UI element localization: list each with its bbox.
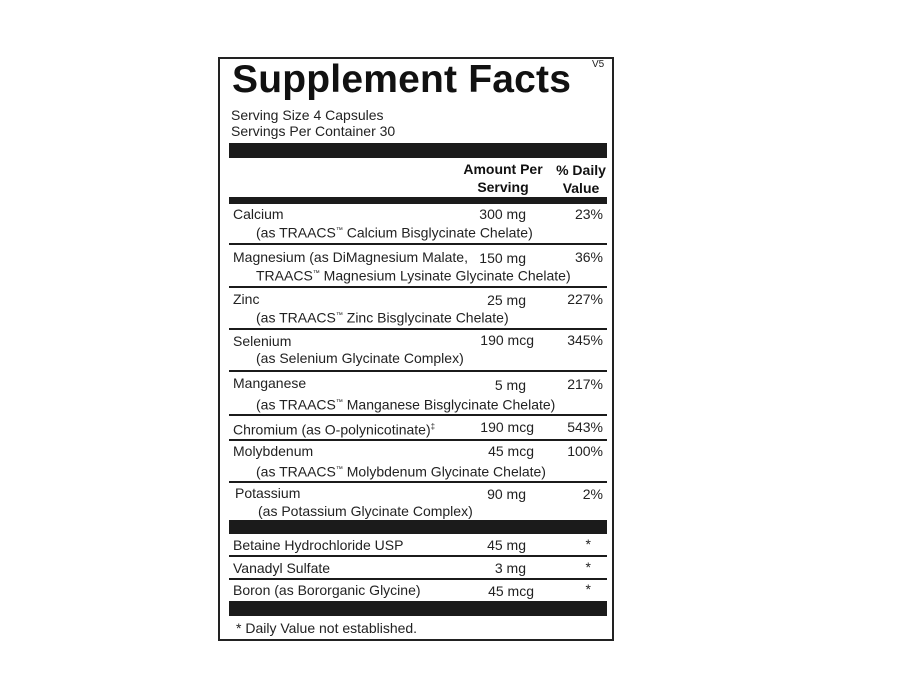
header-thick-bar: [229, 143, 607, 158]
nutrient-dv-selenium: 345%: [567, 332, 603, 348]
row-divider: [229, 243, 607, 245]
nutrient-amount-molybdenum: 45 mcg: [488, 443, 534, 459]
version-code: V5: [592, 59, 605, 70]
nutrient-name-manganese: Manganese: [233, 375, 307, 391]
ingredient-dv-betaine: *: [585, 536, 591, 552]
row-divider: [229, 439, 607, 441]
nutrient-detail-molybdenum: (as TRAACS™ Molybdenum Glycinate Chelate): [256, 463, 546, 480]
row-divider: [229, 370, 607, 372]
nutrient-detail-manganese: (as TRAACS™ Manganese Bisglycinate Chelate): [256, 396, 556, 413]
ingredient-dv-boron: *: [585, 581, 591, 597]
nutrient-name-zinc: Zinc: [233, 291, 260, 307]
nutrient-dv-magnesium: 36%: [574, 249, 603, 265]
nutrient-amount-potassium: 90 mg: [487, 486, 526, 502]
row-divider: [229, 286, 607, 288]
nutrient-dv-molybdenum: 100%: [567, 443, 603, 459]
column-header-rule: [229, 197, 607, 204]
nutrient-detail-selenium: (as Selenium Glycinate Complex): [256, 350, 464, 366]
nutrient-name-molybdenum: Molybdenum: [233, 443, 314, 459]
row-divider: [229, 555, 607, 557]
nutrient-dv-calcium: 23%: [574, 206, 603, 222]
column-header-daily-value: % Daily Value: [556, 162, 606, 196]
section-divider-bar: [229, 520, 607, 534]
ingredient-amount-vanadyl: 3 mg: [494, 560, 526, 576]
row-divider: [229, 328, 607, 330]
nutrient-amount-chromium: 190 mcg: [480, 419, 534, 435]
label-title: Supplement Facts: [232, 58, 572, 101]
nutrient-amount-manganese: 5 mg: [494, 377, 526, 393]
nutrient-name-potassium: Potassium: [235, 485, 301, 501]
nutrient-dv-zinc: 227%: [567, 291, 603, 307]
column-header-amount: Amount Per Serving: [463, 161, 543, 195]
ingredient-name-vanadyl: Vanadyl Sulfate: [233, 560, 331, 576]
nutrient-amount-magnesium: 150 mg: [479, 250, 526, 266]
nutrient-detail-zinc: (as TRAACS™ Zinc Bisglycinate Chelate): [256, 309, 509, 326]
nutrient-name-selenium: Selenium: [233, 333, 292, 349]
nutrient-dv-potassium: 2%: [582, 486, 603, 502]
ingredient-amount-betaine: 45 mg: [487, 537, 526, 553]
nutrient-detail-calcium: (as TRAACS™ Calcium Bisglycinate Chelate): [256, 224, 533, 241]
nutrient-detail-magnesium: TRAACS™ Magnesium Lysinate Glycinate Chelate): [256, 267, 571, 284]
nutrient-name-chromium: Chromium (as O-polynicotinate)‡: [233, 421, 436, 438]
row-divider: [229, 481, 607, 483]
ingredient-amount-boron: 45 mcg: [488, 583, 534, 599]
ingredient-name-boron: Boron (as Bororganic Glycine): [233, 582, 421, 598]
ingredient-dv-vanadyl: *: [585, 559, 591, 575]
nutrient-name-calcium: Calcium: [233, 206, 284, 222]
nutrient-dv-manganese: 217%: [567, 376, 603, 392]
nutrient-name-magnesium: Magnesium (as DiMagnesium Malate,: [233, 249, 468, 265]
nutrient-amount-selenium: 190 mcg: [480, 332, 534, 348]
nutrient-amount-calcium: 300 mg: [479, 206, 526, 222]
nutrient-amount-zinc: 25 mg: [487, 292, 526, 308]
footer-thick-bar: [229, 601, 607, 616]
nutrient-detail-potassium: (as Potassium Glycinate Complex): [258, 503, 473, 519]
serving-size: Serving Size 4 Capsules: [231, 107, 384, 123]
footnote: * Daily Value not established.: [236, 620, 418, 636]
nutrient-dv-chromium: 543%: [567, 419, 603, 435]
servings-per-container: Servings Per Container 30: [231, 123, 396, 139]
row-divider: [229, 578, 607, 580]
ingredient-name-betaine: Betaine Hydrochloride USP: [233, 537, 404, 553]
row-divider: [229, 414, 607, 416]
